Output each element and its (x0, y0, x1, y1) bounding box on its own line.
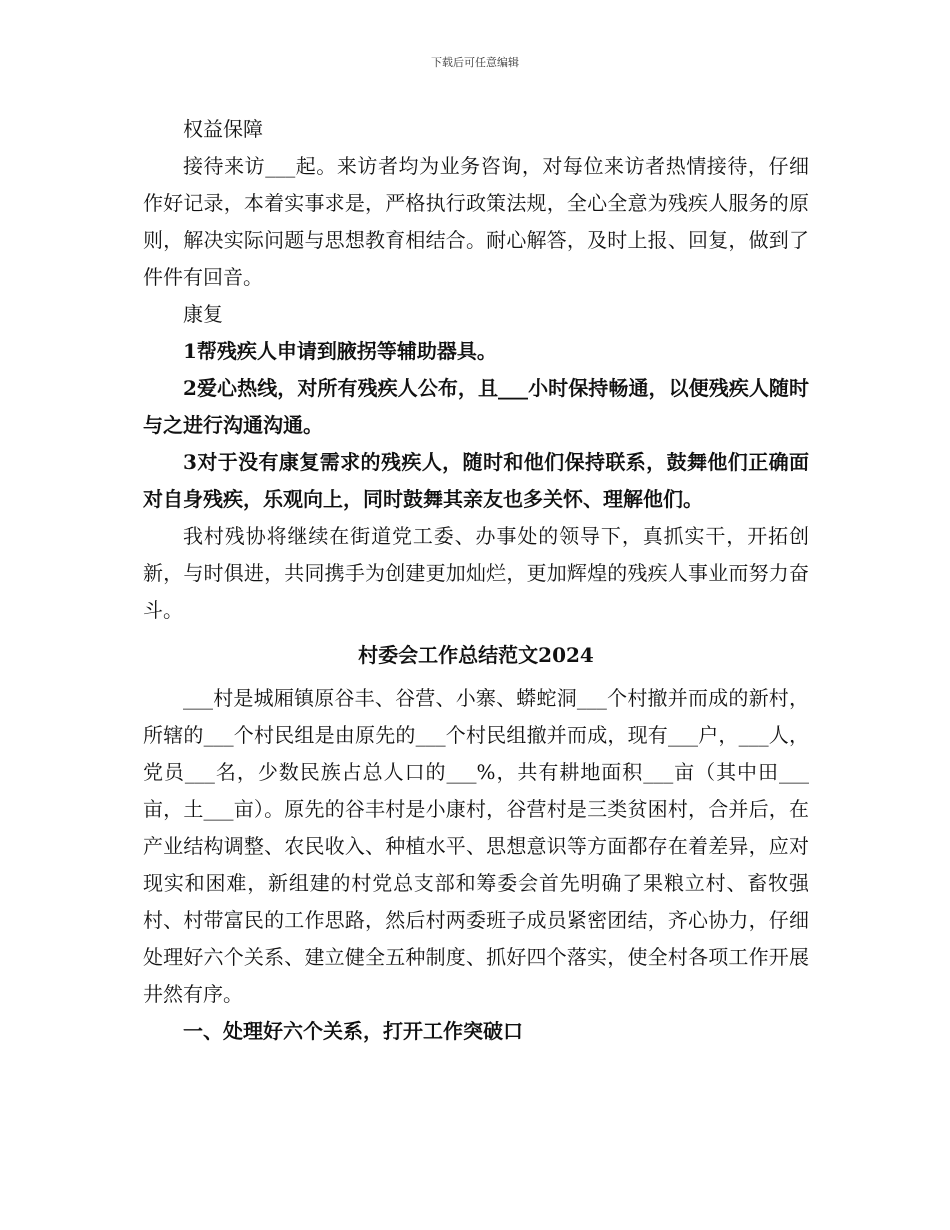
paragraph-visits: 接待来访___起。来访者均为业务咨询，对每位来访者热情接待，仔细作好记录，本着实事求是，严格执行政策法规，全心全意为残疾人服务的原则，解决实际问题与思想教育相结合。耐心解答，及时上报、回复，做到了件件有回音。 (143, 154, 809, 289)
header-note: 下载后可任意编辑 (431, 56, 519, 69)
paragraph-village-intro: ___村是城厢镇原谷丰、谷营、小寨、蟒蛇洞___个村撤并而成的新村，所辖的___个村民组是由原先的___个村民组撤并而成，现有___户，___人，党员___名，少数民族占总人口的___%，共有耕地面积___亩（其中田___亩，土___亩）。原先的谷丰村是小康村，谷营村是三类贫困村，合并后，在产业结构调整、农民收入、种植水平、思想意识等方面都存在着差异，应对现实和困难，新组建的村党总支部和筹委会首先明确了果粮立村、畜牧强村、村带富民的工作思路，然后村两委班子成员紧密团结，齐心协力，仔细处理好六个关系、建立健全五种制度、抓好四个落实，使全村各项工作开展井然有序。 (143, 686, 809, 1006)
rehab-item-2: 2爱心热线，对所有残疾人公布，且___小时保持畅通，以便残疾人随时与之进行沟通沟通。 (143, 376, 809, 437)
section-heading-rehab: 康复 (183, 302, 223, 326)
rehab-item-1: 1帮残疾人申请到腋拐等辅助器具。 (183, 339, 497, 363)
section-heading-rights: 权益保障 (183, 117, 263, 141)
rehab-item-3: 3对于没有康复需求的残疾人，随时和他们保持联系，鼓舞他们正确面对自身残疾，乐观向上，同时鼓舞其亲友也多关怀、理解他们。 (143, 450, 809, 511)
subheading-six-relations: 一、处理好六个关系，打开工作突破口 (183, 1019, 523, 1043)
document-body (143, 111, 809, 1050)
document-title: 村委会工作总结范文2024 (358, 643, 594, 667)
paragraph-closing: 我村残协将继续在街道党工委、办事处的领导下，真抓实干，开拓创新，与时俱进，共同携手为创建更加灿烂，更加辉煌的残疾人事业而努力奋斗。 (143, 524, 809, 622)
